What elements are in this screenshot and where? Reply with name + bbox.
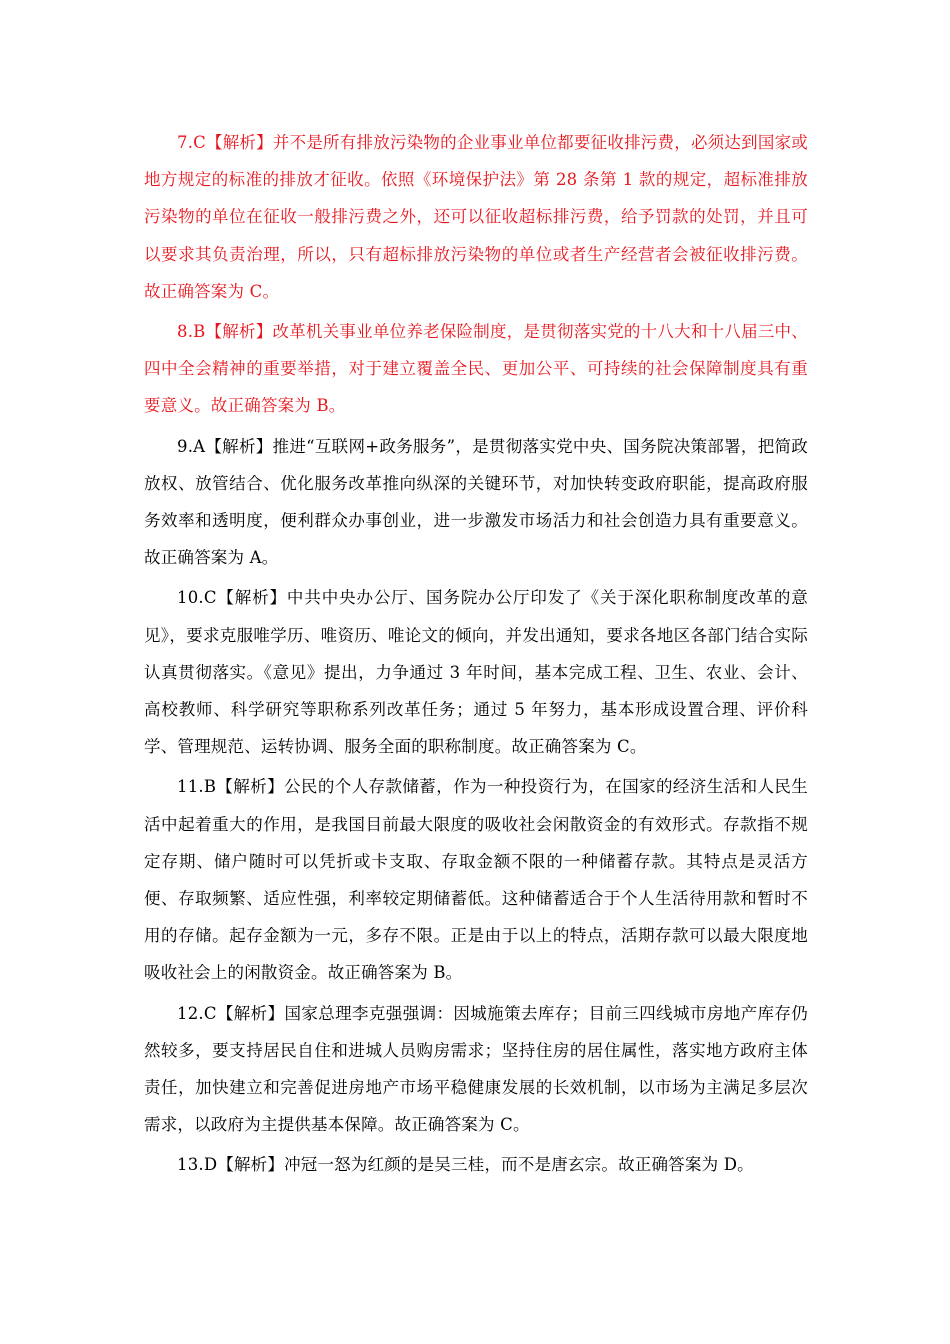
explanation-paragraph-9: 9.A【解析】推进“互联网+政务服务”，是贯彻落实党中央、国务院决策部署，把简政放权、放管结合、优化服务改革推向纵深的关键环节，对加快转变政府职能，提高政府服务效率和透明度，便利群众办事创业，进一步激发市场活力和社会创造力具有重要意义。故正确答案为 A。 [144, 436, 808, 568]
explanation-paragraph-11: 11.B【解析】公民的个人存款储蓄，作为一种投资行为，在国家的经济生活和人民生活中起着重大的作用，是我国目前最大限度的吸收社会闲散资金的有效形式。存款指不规定存期、储户随时可以凭折或卡支取、存取金额不限的一种储蓄存款。其特点是灵活方便、存取频繁、适应性强，利率较定期储蓄低。这种储蓄适合于个人生活待用款和暂时不用的存储。起存金额为一元，多存不限。正是由于以上的特点，活期存款可以最大限度地吸收社会上的闲散资金。故正确答案为 B。 [144, 777, 808, 983]
explanation-paragraph-8: 8.B【解析】改革机关事业单位养老保险制度，是贯彻落实党的十八大和十八届三中、四中全会精神的重要举措，对于建立覆盖全民、更加公平、可持续的社会保障制度具有重要意义。故正确答案为 B。 [144, 322, 808, 416]
answer-explanations [144, 124, 808, 1187]
explanation-paragraph-7: 7.C【解析】并不是所有排放污染物的企业事业单位都要征收排污费，必须达到国家或地方规定的标准的排放才征收。依照《环境保护法》第 28 条第 1 款的规定，超标准排放污染物的单位在征收一般排污费之外，还可以征收超标排污费，给予罚款的处罚，并且可以要求其负责治理，所以，只有超标排放污染物的单位或者生产经营者会被征收排污费。故正确答案为 C。 [144, 133, 808, 301]
explanation-paragraph-13: 13.D【解析】冲冠一怒为红颜的是吴三桂，而不是唐玄宗。故正确答案为 D。 [177, 1155, 754, 1175]
explanation-paragraph-10: 10.C【解析】中共中央办公厅、国务院办公厅印发了《关于深化职称制度改革的意见》，要求克服唯学历、唯资历、唯论文的倾向，并发出通知，要求各地区各部门结合实际认真贯彻落实。《意见》提出，力争通过 3 年时间，基本完成工程、卫生、农业、会计、高校教师、科学研究等职称系列改革任务；通过 5 年努力，基本形成设置合理、评价科学、管理规范、运转协调、服务全面的职称制度。故正确答案为 C。 [144, 588, 808, 757]
explanation-paragraph-12: 12.C【解析】国家总理李克强强调：因城施策去库存；目前三四线城市房地产库存仍然较多，要支持居民自住和进城人员购房需求；坚持住房的居住属性，落实地方政府主体责任，加快建立和完善促进房地产市场平稳健康发展的长效机制，以市场为主满足多层次需求，以政府为主提供基本保障。故正确答案为 C。 [144, 1003, 808, 1135]
